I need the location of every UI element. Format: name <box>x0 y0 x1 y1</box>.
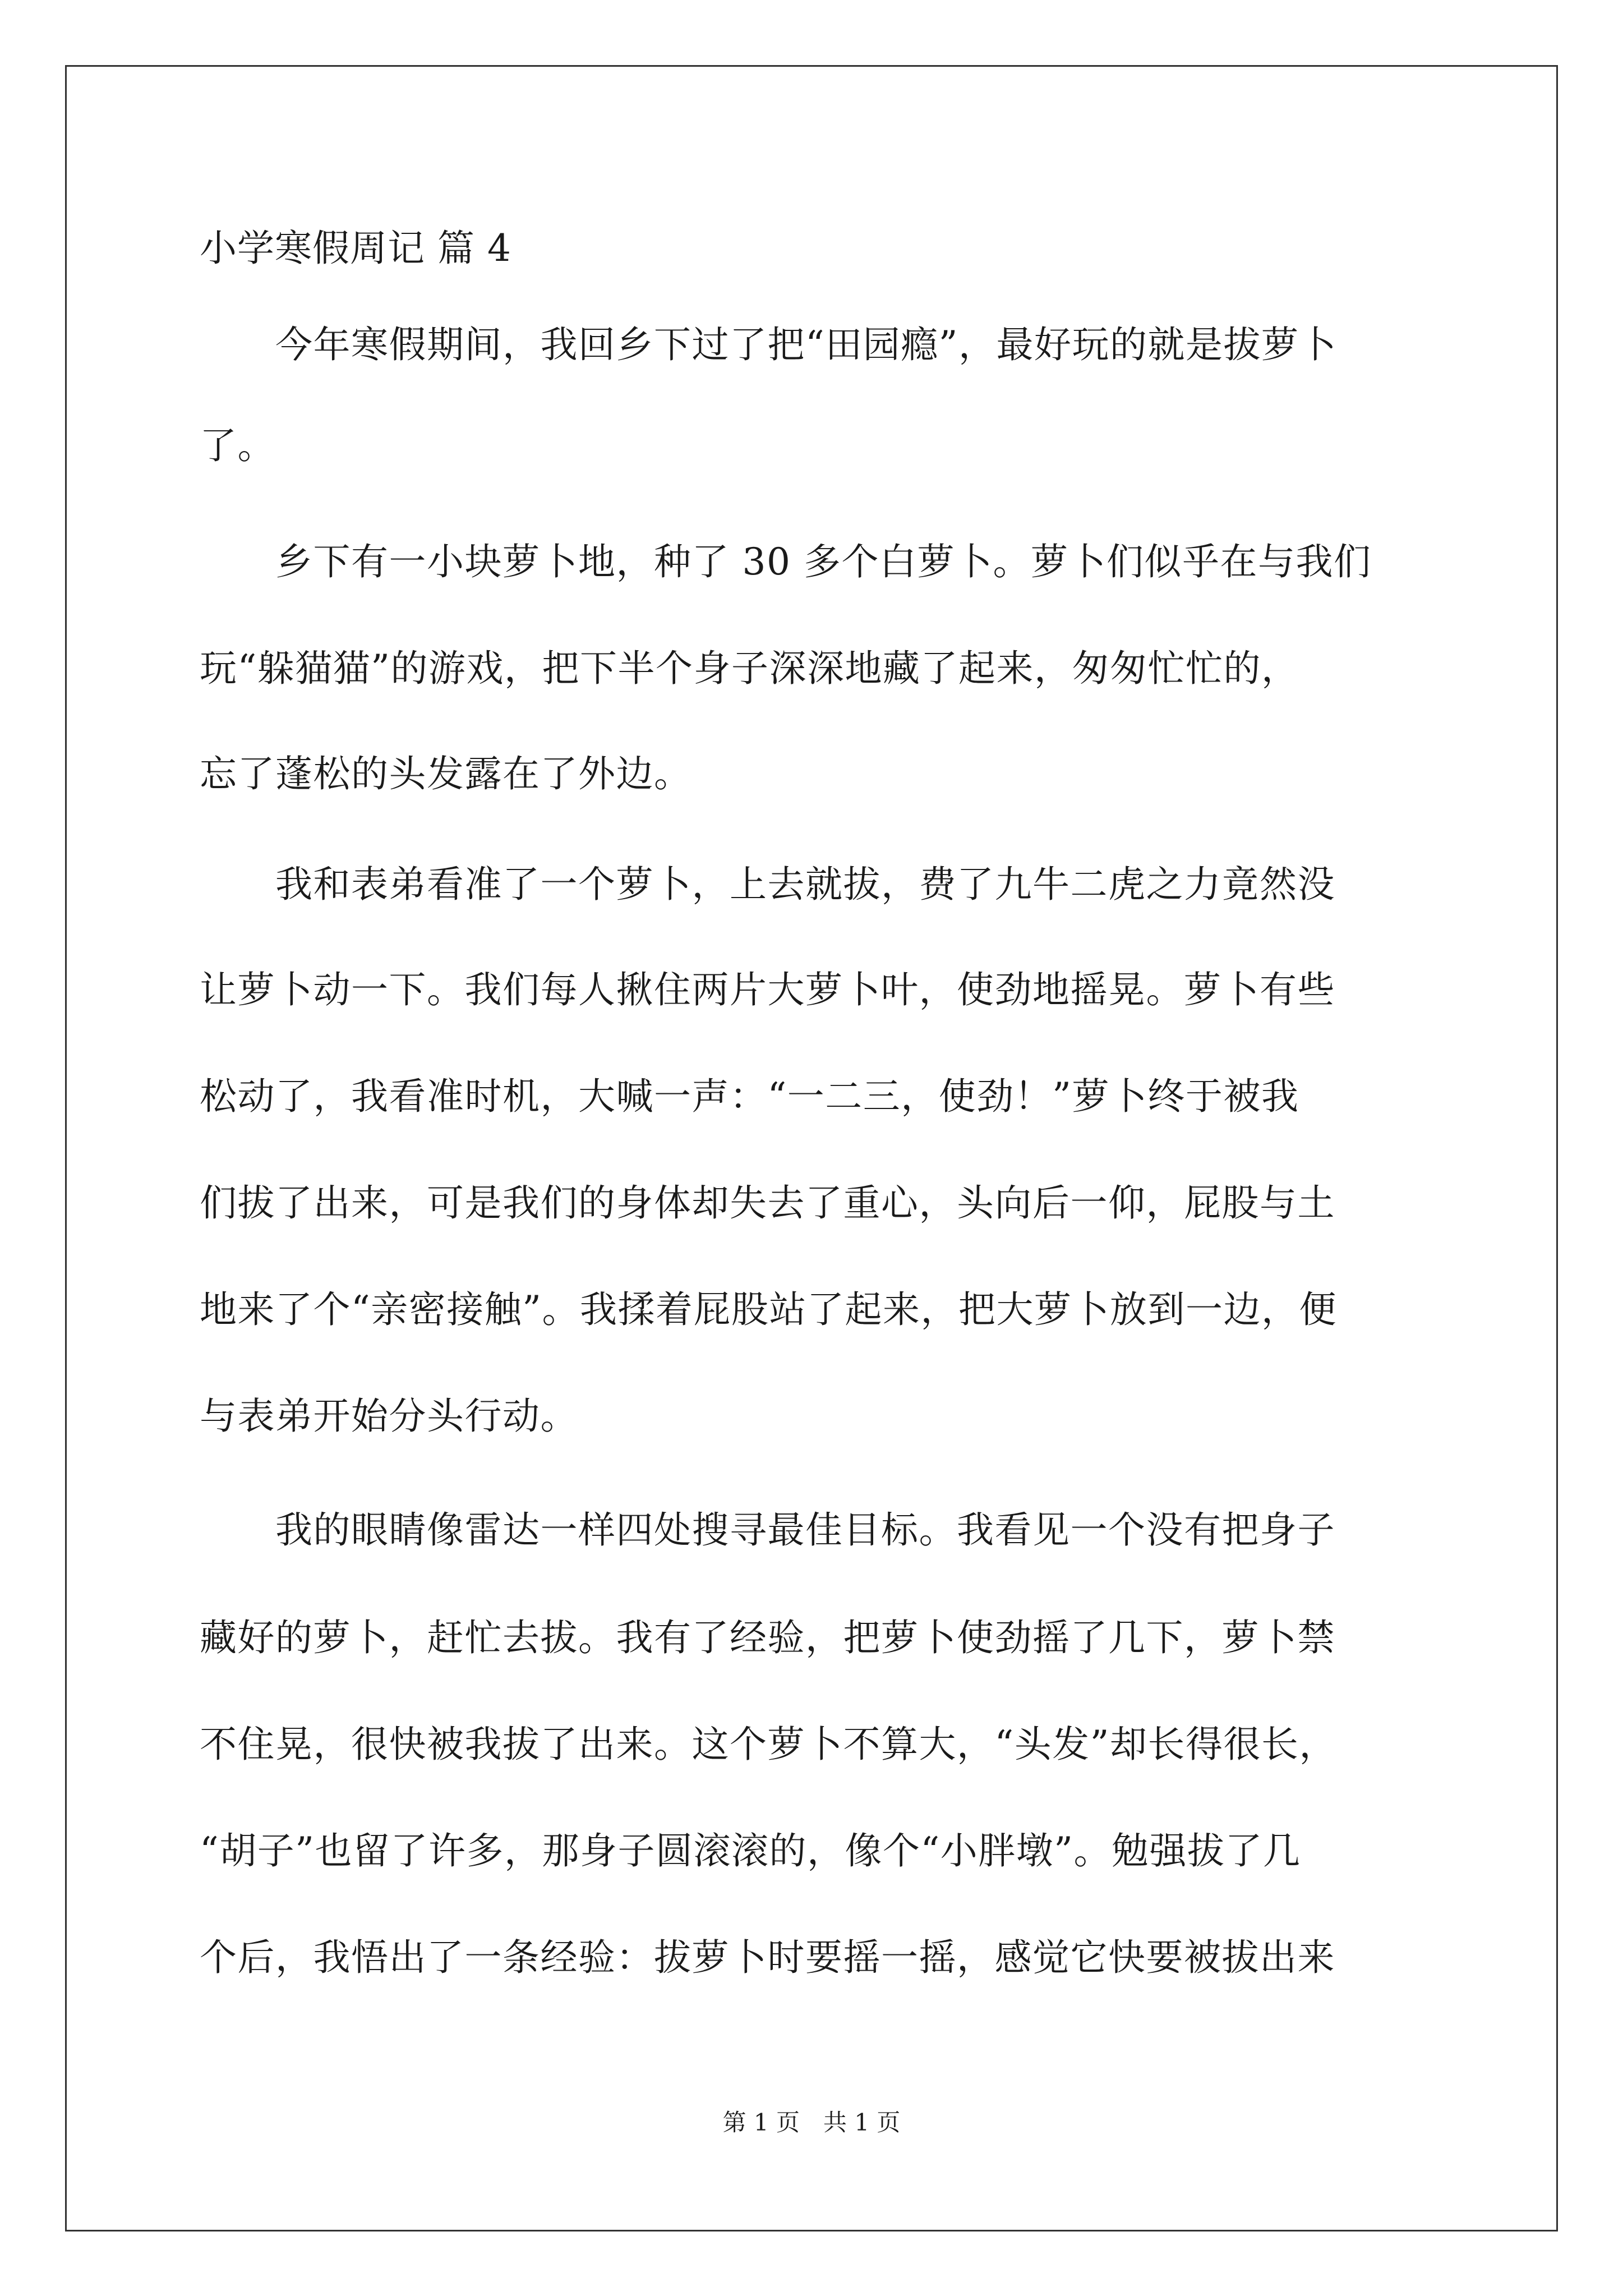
text-line: 今年寒假期间，我回乡下过了把“田园瘾”，最好玩的就是拔萝卜 <box>200 323 1337 366</box>
text-line: 与表弟开始分头行动。 <box>200 1395 578 1438</box>
text-line: 松动了，我看准时机，大喊一声：“一二三，使劲！”萝卜终于被我 <box>200 1075 1299 1118</box>
text-line: 不住晃，很快被我拔了出来。这个萝卜不算大，“头发”却长得很长， <box>200 1723 1337 1766</box>
text-line: 们拔了出来，可是我们的身体却失去了重心，头向后一仰，屁股与土 <box>200 1181 1335 1225</box>
page-footer: 第 1 页 共 1 页 <box>722 2109 901 2136</box>
text-line: 地来了个“亲密接触”。我揉着屁股站了起来，把大萝卜放到一边，便 <box>200 1288 1337 1331</box>
text-line: “胡子”也留了许多，那身子圆滚滚的，像个“小胖墩”。勉强拔了几 <box>200 1829 1301 1872</box>
text-line: 乡下有一小块萝卜地，种了 30 多个白萝卜。萝卜们似乎在与我们 <box>200 540 1372 583</box>
text-line: 了。 <box>200 424 275 467</box>
page-border <box>65 65 1558 2231</box>
text-line: 玩“躲猫猫”的游戏，把下半个身子深深地藏了起来，匆匆忙忙的， <box>200 647 1299 690</box>
text-line: 我和表弟看准了一个萝卜，上去就拔，费了九牛二虎之力竟然没 <box>200 863 1335 906</box>
text-line: 我的眼睛像雷达一样四处搜寻最佳目标。我看见一个没有把身子 <box>200 1508 1335 1552</box>
text-line: 忘了蓬松的头发露在了外边。 <box>200 752 692 795</box>
text-line: 让萝卜动一下。我们每人揪住两片大萝卜叶，使劲地摇晃。萝卜有些 <box>200 968 1335 1011</box>
document-title: 小学寒假周记 篇 4 <box>200 227 511 270</box>
text-line: 藏好的萝卜，赶忙去拔。我有了经验，把萝卜使劲摇了几下，萝卜禁 <box>200 1616 1335 1659</box>
text-line: 个后，我悟出了一条经验：拔萝卜时要摇一摇，感觉它快要被拔出来 <box>200 1936 1335 1979</box>
